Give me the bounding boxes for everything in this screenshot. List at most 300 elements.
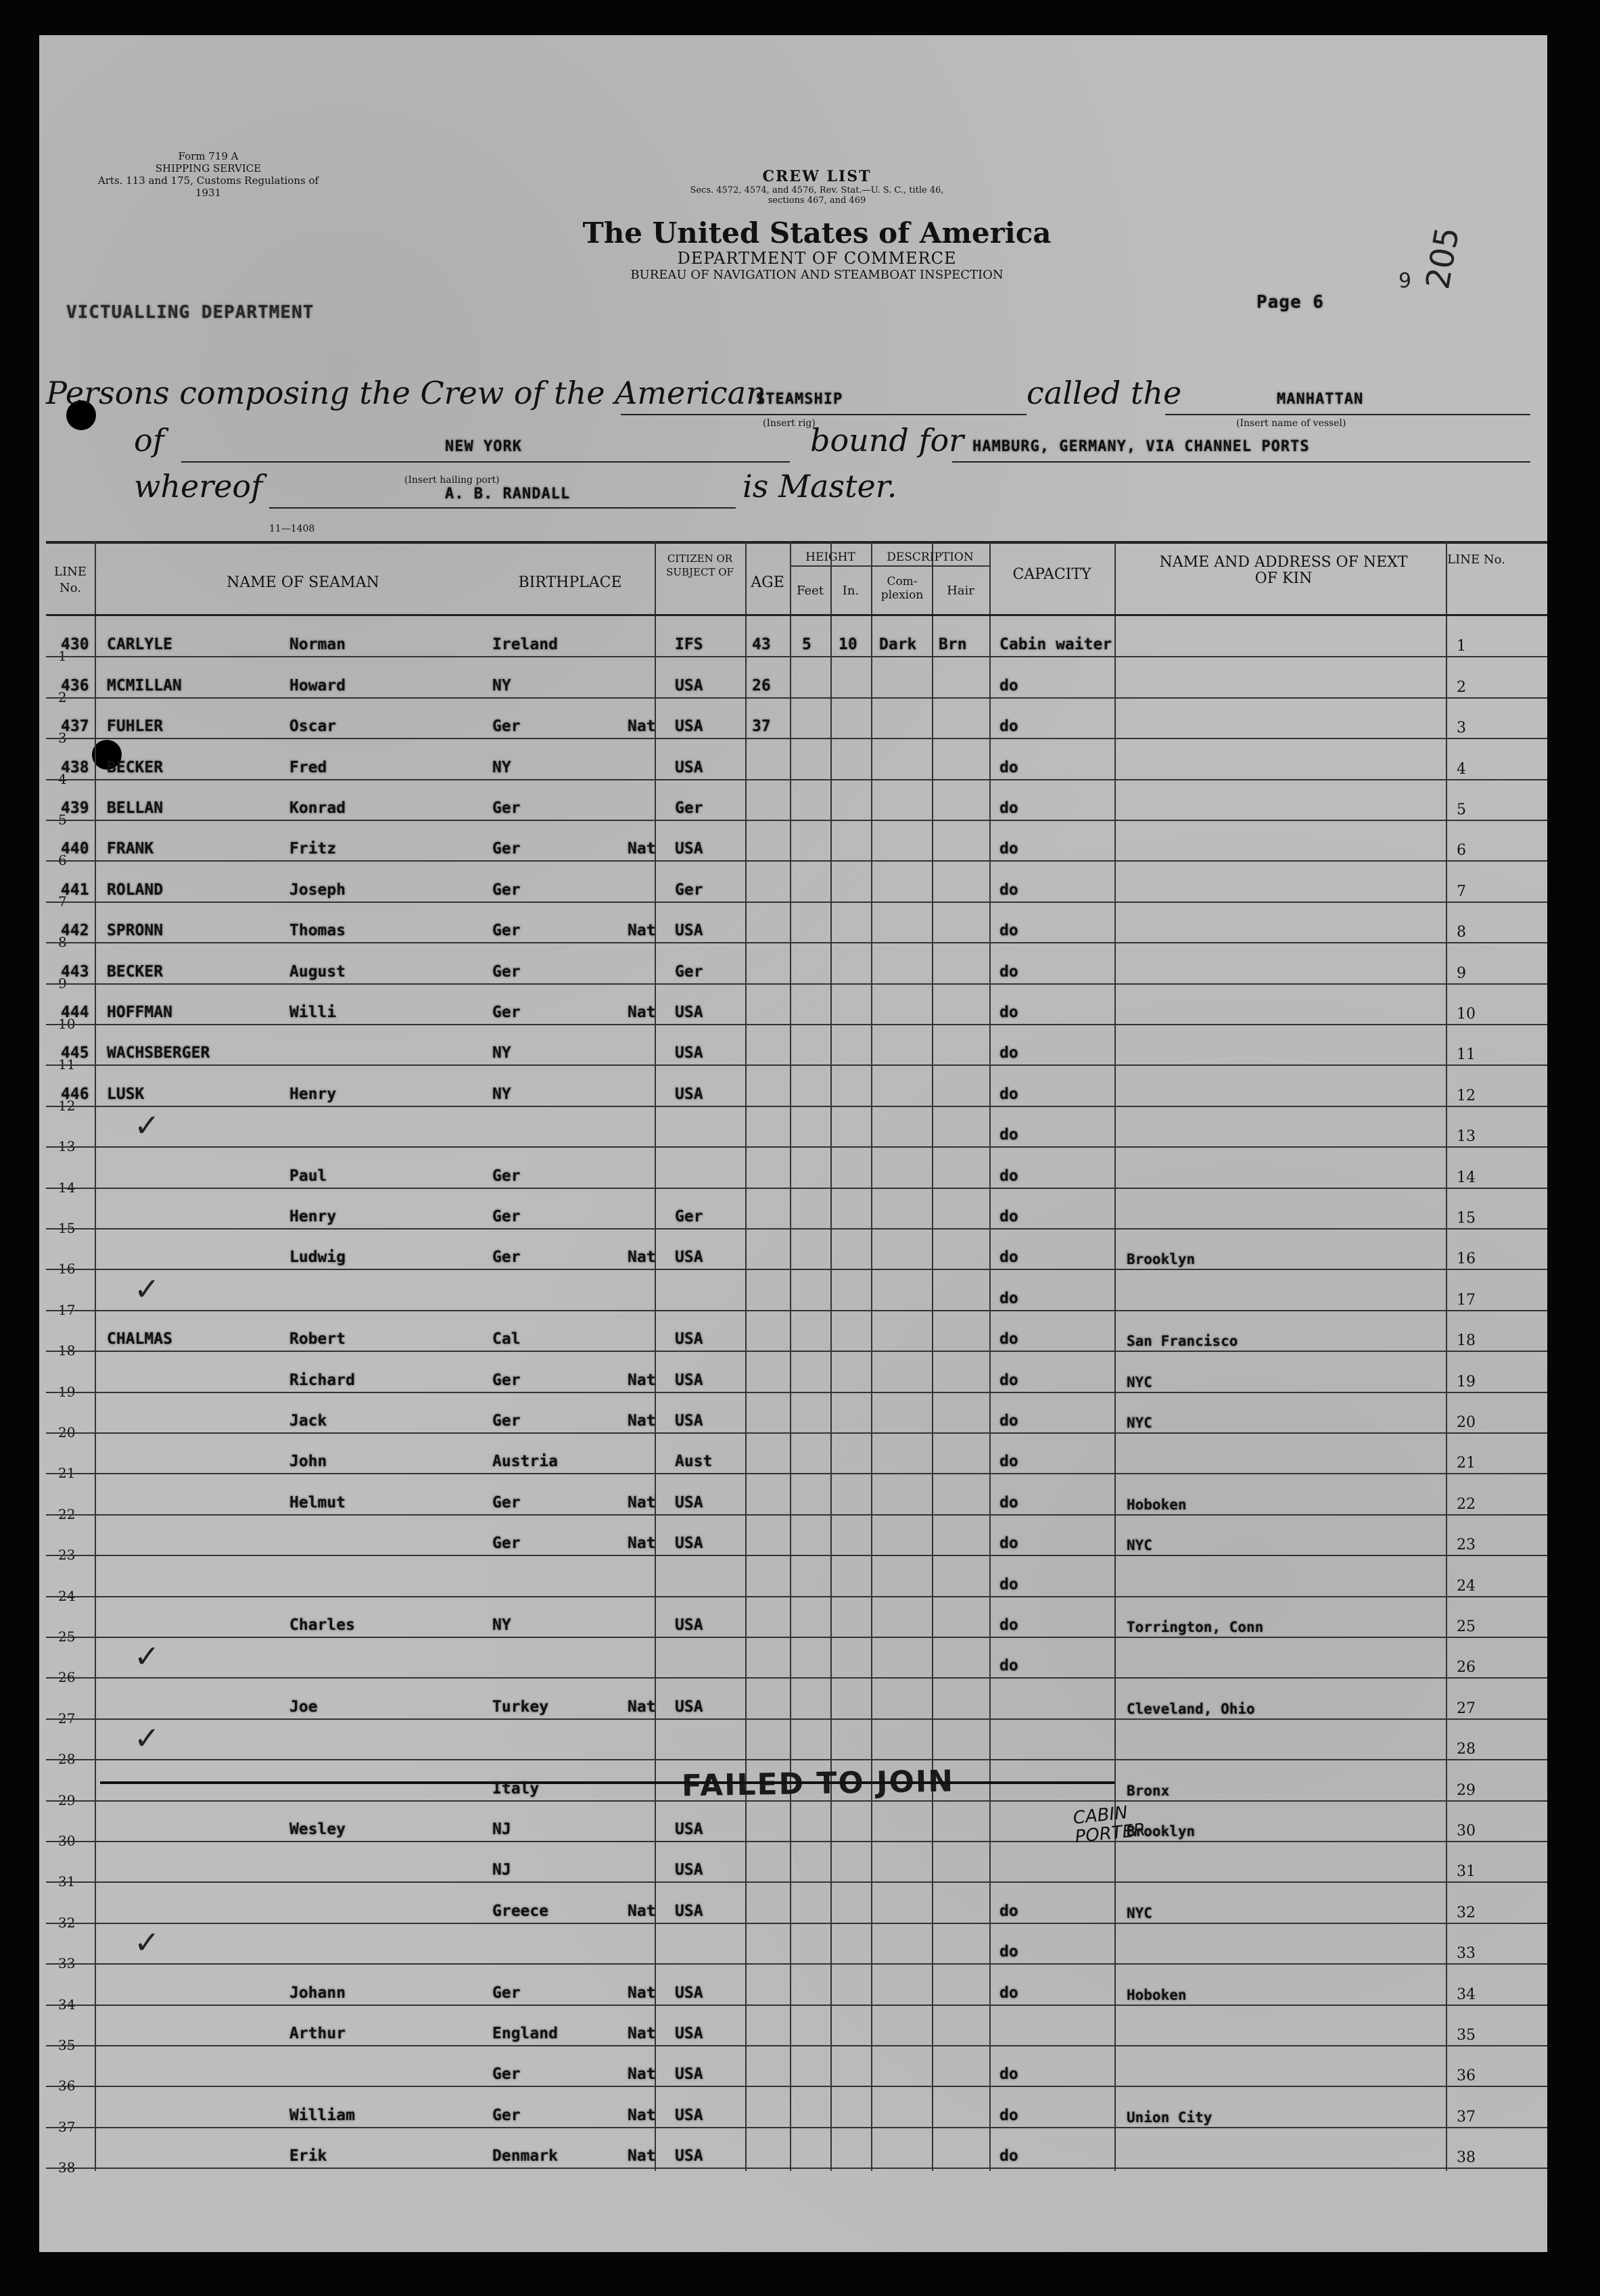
cell-capacity: do: [999, 1167, 1018, 1185]
cell-citizen: USA: [675, 840, 703, 858]
cell-naturalized: Nat: [628, 1003, 656, 1021]
cell-citizen: USA: [675, 1534, 703, 1553]
cell-citizen: Ger: [675, 881, 703, 899]
cell-kin-address: NYC: [1127, 1904, 1152, 1921]
cell-naturalized: Nat: [628, 1371, 656, 1389]
line-number-left: 19: [58, 1383, 76, 1400]
cell-birthplace: Italy: [492, 1779, 540, 1798]
line-number-right: 37: [1457, 2108, 1476, 2126]
stamp-small-number: 9: [1398, 269, 1412, 293]
line-number-right: 19: [1457, 1373, 1476, 1390]
cell-birthplace: Ger: [492, 1411, 521, 1430]
cell-first-name: Oscar: [289, 718, 337, 736]
table-row: [46, 1679, 1547, 1727]
cell-kin-address: Torrington, Conn: [1127, 1618, 1264, 1635]
cell-serial: 436: [61, 676, 89, 695]
destination-underline: [952, 461, 1530, 463]
called-the-label: called the: [1027, 375, 1182, 411]
cell-capacity: do: [999, 881, 1018, 899]
cell-birthplace: Ger: [492, 840, 521, 858]
cell-capacity: do: [999, 1943, 1018, 1961]
cell-age: 43: [752, 636, 771, 654]
cell-serial: 443: [61, 962, 89, 981]
cell-feet: 5: [802, 636, 811, 654]
cell-birthplace: Ger: [492, 1984, 521, 2002]
line-number-right: 5: [1457, 801, 1466, 818]
cell-naturalized: Nat: [628, 1534, 656, 1553]
master-hint: (Insert hailing port): [404, 475, 500, 486]
line-number-left: 17: [58, 1301, 76, 1318]
cell-first-name: Howard: [289, 676, 346, 695]
cell-first-name: Henry: [289, 1085, 337, 1103]
cell-capacity: do: [999, 1289, 1018, 1307]
line-number-right: 16: [1457, 1250, 1476, 1268]
cell-naturalized: Nat: [628, 2024, 656, 2042]
failed-to-join-strike: [100, 1781, 1114, 1784]
cell-kin-address: Bronx: [1127, 1782, 1170, 1799]
cell-capacity: do: [999, 962, 1018, 981]
archive-stamp-number: 205: [1419, 224, 1467, 292]
line-number-left: 8: [58, 934, 67, 951]
cell-citizen: Ger: [675, 799, 703, 817]
cell-citizen: USA: [675, 1411, 703, 1430]
cell-capacity: do: [999, 1453, 1018, 1471]
rig-hint: (Insert rig): [763, 418, 816, 429]
cell-kin-address: Cleveland, Ohio: [1127, 1700, 1255, 1717]
cell-capacity: do: [999, 1616, 1018, 1634]
cell-capacity: do: [999, 1493, 1018, 1512]
cell-surname: BECKER: [107, 758, 164, 776]
crew-list-sheet: [39, 35, 1547, 2252]
cell-surname: BELLAN: [107, 799, 164, 817]
cell-first-name: Charles: [289, 1616, 355, 1634]
cell-first-name: Helmut: [289, 1493, 346, 1512]
cell-kin-address: NYC: [1127, 1414, 1152, 1431]
cell-surname: CARLYLE: [107, 636, 172, 654]
destination: HAMBURG, GERMANY, VIA CHANNEL PORTS: [972, 438, 1310, 455]
failed-to-join-stamp: FAILED TO JOIN: [681, 1764, 955, 1804]
table-row: [46, 739, 1547, 787]
bureau-name: BUREAU OF NAVIGATION AND STEAMBOAT INSPECTION: [630, 268, 1004, 282]
cell-citizen: USA: [675, 1861, 703, 1879]
line-number-left: 1: [58, 648, 67, 665]
cell-capacity: do: [999, 799, 1018, 817]
table-row: [46, 780, 1547, 828]
line-number-left: 29: [58, 1791, 76, 1808]
cell-kin-address: NYC: [1127, 1374, 1152, 1390]
line-number-right: 25: [1457, 1618, 1476, 1635]
cell-age: 26: [752, 676, 771, 695]
cell-capacity: do: [999, 1207, 1018, 1225]
cell-birthplace: Ger: [492, 1371, 521, 1389]
cell-birthplace: Ger: [492, 962, 521, 981]
table-row: [46, 617, 1547, 665]
col-header-line-no: LINE No.: [54, 565, 87, 595]
cell-first-name: Jack: [289, 1411, 327, 1430]
cell-birthplace: Cal: [492, 1330, 521, 1349]
cell-capacity: do: [999, 1371, 1018, 1389]
cell-surname: LUSK: [107, 1085, 145, 1103]
line-number-right: 34: [1457, 1986, 1476, 2003]
cell-kin-address: Hoboken: [1127, 1986, 1187, 2003]
cell-capacity: do: [999, 758, 1018, 776]
line-number-left: 26: [58, 1669, 76, 1686]
cell-serial: 430: [61, 636, 89, 654]
cell-serial: 441: [61, 881, 89, 899]
statutes-line-2: sections 467, and 469: [768, 195, 866, 206]
cell-birthplace: Ger: [492, 718, 521, 736]
line-number-left: 36: [58, 2078, 76, 2094]
cell-serial: 438: [61, 758, 89, 776]
cell-birthplace: Austria: [492, 1453, 558, 1471]
table-row: [46, 903, 1547, 951]
crew-rows: [46, 617, 1547, 2176]
cell-complexion: Dark: [879, 636, 917, 654]
cell-birthplace: Turkey: [492, 1697, 549, 1716]
table-row: [46, 1802, 1547, 1849]
cell-birthplace: Greece: [492, 1902, 549, 1920]
checkmark-icon: ✓: [134, 1107, 160, 1144]
is-master-label: is Master.: [743, 468, 897, 505]
table-row: [46, 862, 1547, 910]
line-number-left: 2: [58, 688, 67, 705]
line-number-left: 27: [58, 1710, 76, 1727]
line-number-left: 6: [58, 852, 67, 869]
col-header-kin: NAME AND ADDRESS OF NEXT OF KIN: [1159, 554, 1408, 587]
line-number-right: 9: [1457, 964, 1466, 982]
cell-first-name: Joseph: [289, 881, 346, 899]
line-number-right: 31: [1457, 1863, 1476, 1881]
cell-citizen: USA: [675, 2065, 703, 2084]
table-row: [46, 985, 1547, 1032]
table-row: [46, 1516, 1547, 1564]
cell-serial: 445: [61, 1044, 89, 1062]
line-number-left: 10: [58, 1015, 76, 1032]
cell-first-name: Fred: [289, 758, 327, 776]
line-number-right: 32: [1457, 1904, 1476, 1921]
table-row: [46, 1597, 1547, 1645]
cell-capacity: do: [999, 1003, 1018, 1021]
cell-surname: HOFFMAN: [107, 1003, 172, 1021]
rig-underline: [621, 414, 1027, 415]
checkmark-icon: ✓: [134, 1720, 160, 1757]
cell-first-name: Konrad: [289, 799, 346, 817]
table-row: [46, 1066, 1547, 1114]
col-header-feet: Feet: [796, 584, 824, 598]
line-number-right: 30: [1457, 1822, 1476, 1840]
cell-birthplace: Denmark: [492, 2147, 558, 2165]
cell-capacity: do: [999, 1126, 1018, 1144]
line-number-left: 9: [58, 975, 67, 991]
cell-serial: 439: [61, 799, 89, 817]
cell-first-name: John: [289, 1453, 327, 1471]
line-number-right: 14: [1457, 1169, 1476, 1186]
table-row: [46, 1965, 1547, 2013]
cell-first-name: August: [289, 962, 346, 981]
cell-first-name: Ludwig: [289, 1248, 346, 1267]
line-number-left: 34: [58, 1996, 76, 2013]
page-number: Page 6: [1256, 292, 1324, 312]
form-number-block: [87, 150, 330, 199]
cell-birthplace: Ger: [492, 1207, 521, 1225]
cell-citizen: USA: [675, 1371, 703, 1389]
master-name: A. B. RANDALL: [445, 486, 571, 502]
print-code: 11—1408: [269, 523, 315, 534]
cell-naturalized: Nat: [628, 1248, 656, 1267]
table-row: [46, 1352, 1547, 1400]
cell-capacity: do: [999, 1330, 1018, 1349]
line-number-right: 7: [1457, 883, 1466, 900]
col-header-hair: Hair: [947, 584, 974, 598]
line-number-right: 15: [1457, 1209, 1476, 1227]
line-number-left: 32: [58, 1914, 76, 1931]
table-row: [46, 1148, 1547, 1196]
line-number-left: 31: [58, 1873, 76, 1890]
cell-kin-address: Brooklyn: [1127, 1251, 1196, 1268]
cell-capacity: do: [999, 2106, 1018, 2124]
cell-first-name: Fritz: [289, 840, 337, 858]
cell-birthplace: NY: [492, 676, 511, 695]
cell-kin-address: Hoboken: [1127, 1496, 1187, 1513]
cell-capacity: do: [999, 2147, 1018, 2165]
cell-surname: FUHLER: [107, 718, 164, 736]
cell-citizen: USA: [675, 1330, 703, 1349]
table-top-rule: [46, 541, 1547, 544]
crew-table: [46, 541, 1547, 2176]
cell-first-name: Willi: [289, 1003, 337, 1021]
whereof-label: whereof: [134, 468, 263, 505]
cell-citizen: USA: [675, 2147, 703, 2165]
line-number-left: 14: [58, 1179, 76, 1196]
line-number-right: 6: [1457, 842, 1466, 860]
line-number-left: 25: [58, 1628, 76, 1645]
line-number-right: 33: [1457, 1945, 1476, 1963]
cell-citizen: USA: [675, 2024, 703, 2042]
line-number-left: 7: [58, 893, 67, 910]
cell-citizen: USA: [675, 1003, 703, 1021]
cell-citizen: USA: [675, 1902, 703, 1920]
cell-birthplace: Ger: [492, 799, 521, 817]
cell-kin-address: San Francisco: [1127, 1333, 1238, 1350]
cell-naturalized: Nat: [628, 2106, 656, 2124]
cell-citizen: USA: [675, 718, 703, 736]
table-row: [46, 1393, 1547, 1440]
col-header-age: AGE: [751, 574, 784, 591]
cell-hair: Brn: [939, 636, 967, 654]
line-number-right: 8: [1457, 924, 1466, 941]
cell-birthplace: Ger: [492, 2065, 521, 2084]
cell-surname: FRANK: [107, 840, 154, 858]
col-header-citizen: CITIZEN OR SUBJECT OF: [666, 553, 734, 578]
checkmark-icon: ✓: [134, 1270, 160, 1307]
line-number-right: 20: [1457, 1413, 1476, 1431]
cell-capacity: do: [999, 922, 1018, 940]
cell-naturalized: Nat: [628, 840, 656, 858]
cell-naturalized: Nat: [628, 718, 656, 736]
line-number-left: 11: [58, 1056, 76, 1073]
shipping-service: SHIPPING SERVICE: [155, 162, 262, 174]
table-row: [46, 2087, 1547, 2135]
checkmark-icon: ✓: [134, 1924, 160, 1961]
line-number-right: 29: [1457, 1781, 1476, 1799]
line-number-right: 17: [1457, 1291, 1476, 1309]
cell-birthplace: Ger: [492, 1534, 521, 1553]
line-number-right: 3: [1457, 720, 1466, 737]
table-row: [46, 1474, 1547, 1522]
cell-capacity: do: [999, 718, 1018, 736]
cell-citizen: USA: [675, 922, 703, 940]
cell-first-name: Erik: [289, 2147, 327, 2165]
col-header-name: NAME OF SEAMAN: [227, 574, 379, 591]
line-number-left: 13: [58, 1138, 76, 1155]
table-row: [46, 699, 1547, 747]
line-number-left: 16: [58, 1261, 76, 1278]
cell-citizen: USA: [675, 1820, 703, 1838]
cell-birthplace: NY: [492, 1085, 511, 1103]
cell-surname: SPRONN: [107, 922, 164, 940]
cell-capacity: do: [999, 1534, 1018, 1553]
cell-first-name: Wesley: [289, 1820, 346, 1838]
table-row: [46, 1229, 1547, 1278]
cell-kin-address: Brooklyn: [1127, 1823, 1196, 1840]
cell-first-name: Thomas: [289, 922, 346, 940]
cell-capacity: do: [999, 1902, 1018, 1920]
cell-citizen: USA: [675, 1984, 703, 2002]
col-header-height: HEIGHT: [805, 550, 855, 564]
of-label: of: [134, 422, 164, 459]
line-number-right: 24: [1457, 1577, 1476, 1595]
table-row: [46, 2006, 1547, 2053]
rig-value: STEAMSHIP: [756, 391, 843, 408]
table-row: [46, 1638, 1547, 1686]
table-row: [46, 821, 1547, 869]
cell-first-name: Henry: [289, 1207, 337, 1225]
table-row: [46, 2128, 1547, 2176]
department-stamp: VICTUALLING DEPARTMENT: [66, 302, 314, 323]
cell-capacity: do: [999, 1575, 1018, 1593]
line-number-left: 3: [58, 730, 67, 747]
cell-birthplace: Ger: [492, 1493, 521, 1512]
cell-serial: 442: [61, 922, 89, 940]
cell-citizen: Ger: [675, 1207, 703, 1225]
cell-birthplace: NY: [492, 1044, 511, 1062]
cell-birthplace: Ger: [492, 881, 521, 899]
cell-birthplace: NJ: [492, 1820, 511, 1838]
line-number-right: 18: [1457, 1332, 1476, 1350]
bound-for-label: bound for: [810, 422, 964, 459]
cell-citizen: USA: [675, 1085, 703, 1103]
cell-capacity: do: [999, 840, 1018, 858]
line-number-left: 38: [58, 2159, 76, 2176]
cell-birthplace: Ger: [492, 1003, 521, 1021]
cell-age: 37: [752, 718, 771, 736]
col-header-complexion: Com- plexion: [880, 575, 924, 602]
table-row: [46, 1924, 1547, 1972]
cell-citizen: USA: [675, 758, 703, 776]
line-number-right: 27: [1457, 1700, 1476, 1717]
checkmark-icon: ✓: [134, 1638, 160, 1675]
line-number-right: 4: [1457, 760, 1466, 778]
cell-naturalized: Nat: [628, 1493, 656, 1512]
line-number-left: 20: [58, 1424, 76, 1440]
cell-capacity: do: [999, 1044, 1018, 1062]
row-rule: [46, 2168, 1547, 2169]
col-header-description: DESCRIPTION: [887, 550, 974, 564]
line-number-left: 23: [58, 1547, 76, 1564]
cell-birthplace: Ger: [492, 922, 521, 940]
cell-naturalized: Nat: [628, 1984, 656, 2002]
cell-serial: 440: [61, 840, 89, 858]
cell-capacity: do: [999, 1085, 1018, 1103]
cell-surname: BECKER: [107, 962, 164, 981]
line-number-left: 18: [58, 1342, 76, 1359]
vessel-underline: [1165, 414, 1530, 415]
cell-inches: 10: [839, 636, 857, 654]
line-number-right: 10: [1457, 1005, 1476, 1023]
cell-surname: ROLAND: [107, 881, 164, 899]
cell-capacity: do: [999, 1248, 1018, 1267]
table-row: [46, 1720, 1547, 1768]
vessel-name: MANHATTAN: [1277, 391, 1364, 408]
cell-birthplace: Ger: [492, 1167, 521, 1185]
table-row: [46, 1311, 1547, 1359]
line-number-right: 35: [1457, 2026, 1476, 2044]
cell-naturalized: Nat: [628, 1697, 656, 1716]
col-header-line-no-right: LINE No.: [1447, 553, 1505, 567]
table-row: [46, 1270, 1547, 1318]
cell-citizen: Ger: [675, 962, 703, 981]
cell-naturalized: Nat: [628, 2147, 656, 2165]
vessel-hint: (Insert name of vessel): [1236, 418, 1346, 429]
line-number-left: 33: [58, 1955, 76, 1972]
line-number-left: 30: [58, 1832, 76, 1849]
line-number-right: 28: [1457, 1741, 1476, 1758]
cell-birthplace: NJ: [492, 1861, 511, 1879]
cell-first-name: Robert: [289, 1330, 346, 1349]
cell-serial: 437: [61, 718, 89, 736]
handwritten-capacity: CABIN PORTER: [1072, 1802, 1147, 1848]
line-number-right: 36: [1457, 2067, 1476, 2085]
line-number-left: 21: [58, 1465, 76, 1482]
cell-first-name: Joe: [289, 1697, 318, 1716]
cell-capacity: Cabin waiter: [999, 636, 1112, 654]
line-number-left: 15: [58, 1219, 76, 1236]
cell-first-name: Richard: [289, 1371, 355, 1389]
table-row: [46, 1107, 1547, 1155]
cell-citizen: USA: [675, 1044, 703, 1062]
cell-birthplace: England: [492, 2024, 558, 2042]
line-number-right: 23: [1457, 1537, 1476, 1554]
cell-citizen: USA: [675, 676, 703, 695]
cell-first-name: Arthur: [289, 2024, 346, 2042]
table-row: [46, 1883, 1547, 1931]
line-number-left: 37: [58, 2118, 76, 2135]
line-number-right: 13: [1457, 1128, 1476, 1146]
line-number-left: 28: [58, 1751, 76, 1768]
form-header: [567, 168, 1067, 282]
cell-kin-address: Union City: [1127, 2109, 1213, 2126]
line-number-left: 35: [58, 2036, 76, 2053]
line-number-right: 22: [1457, 1495, 1476, 1513]
regulations-note: Arts. 113 and 175, Customs Regulations of 1931: [97, 174, 319, 199]
col-header-capacity: CAPACITY: [1012, 566, 1091, 583]
cell-citizen: USA: [675, 2106, 703, 2124]
cell-citizen: IFS: [675, 636, 703, 654]
cell-birthplace: NY: [492, 1616, 511, 1634]
line-number-left: 22: [58, 1505, 76, 1522]
cell-first-name: Paul: [289, 1167, 327, 1185]
cell-citizen: Aust: [675, 1453, 713, 1471]
